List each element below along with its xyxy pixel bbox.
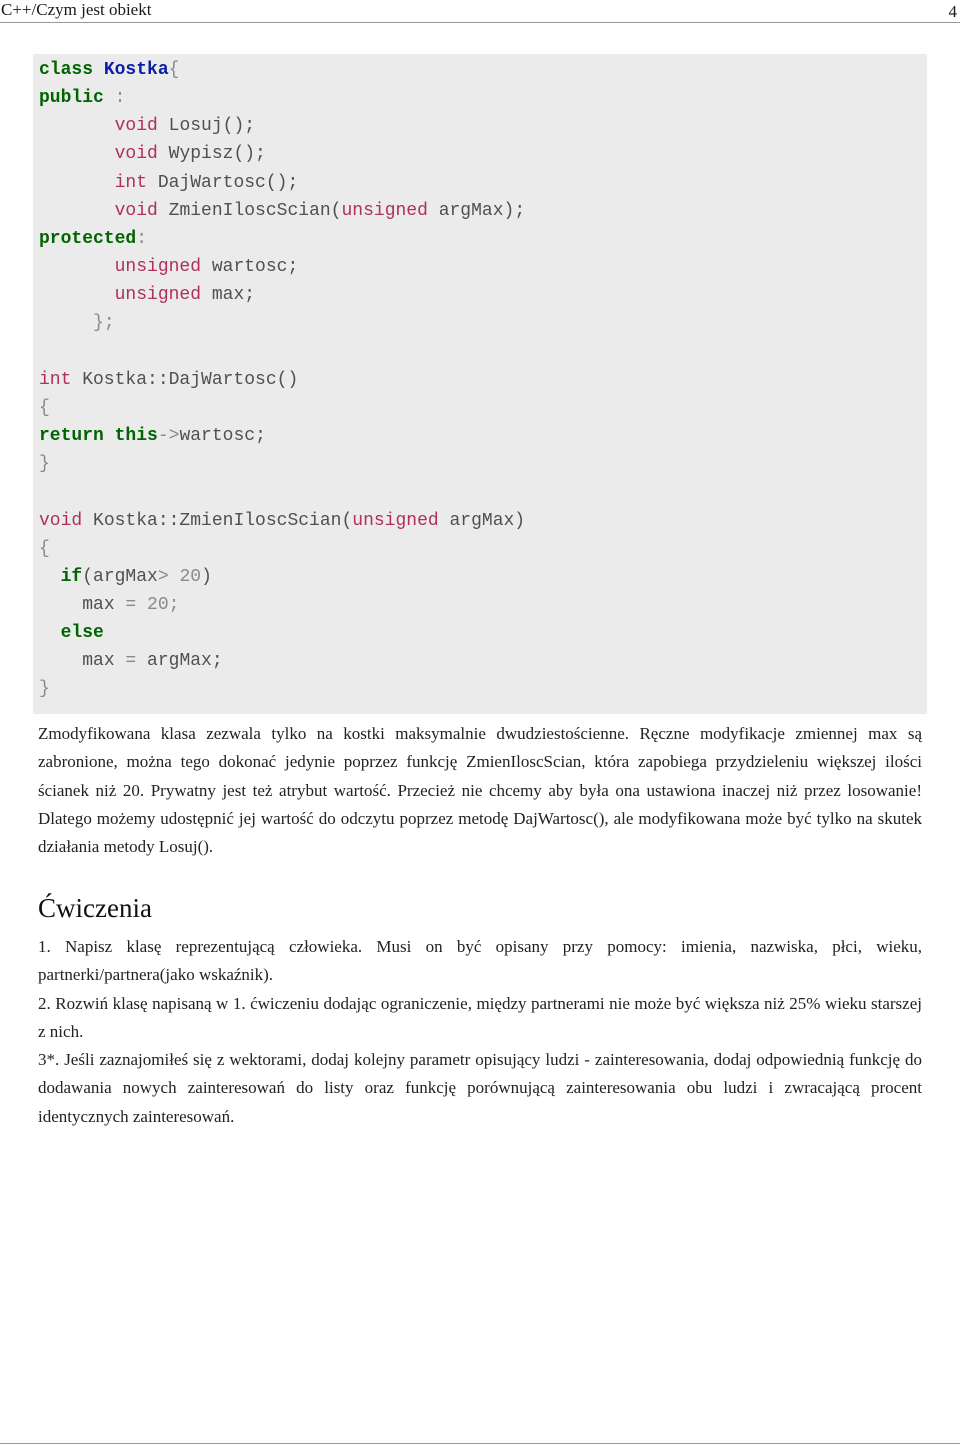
code-line: void Wypisz(); xyxy=(114,144,266,164)
code-line: void Kostka::ZmienIloscScian(unsigned argMax) xyxy=(39,511,526,531)
paragraph-text: Zmodyfikowana klasa zezwala tylko na kostki maksymalnie dwudziestościenne. Ręczne modyfikacje zmiennej max są zabronione, można tego dokonać jedynie poprzez funkcję ZmienIloscScian, która zapobiega przydzieleniu większej ilości ścianek niż 20. Prywatny jest też atrybut wartość. Przecież nie chcemy aby była ona ustawiona inaczej niż przez losowanie! Dlatego możemy udostępnić jej wartość do odczytu poprzez metodę DajWartosc(), ale modyfikowana może być tylko na skutek działania metody Losuj(). xyxy=(38,724,922,857)
code-line: unsigned wartosc; xyxy=(114,257,299,277)
code-line: protected: xyxy=(39,229,148,249)
code-line: unsigned max; xyxy=(114,285,256,305)
code-line: int Kostka::DajWartosc() xyxy=(39,370,299,390)
code-line: max = argMax; xyxy=(82,651,223,671)
code-line: } xyxy=(39,454,50,474)
exercise-item: 3*. Jeśli zaznajomiłeś się z wektorami, dodaj kolejny parametr opisujący ludzi - zainteresowania, dodaj odpowiednią funkcję do dodawania nowych zainteresowań do listy oraz funkcję porównującą zainteresowania obu ludzi i zwracającą procent identycznych zainteresowań. xyxy=(38,1050,922,1126)
exercise-item: 2. Rozwiń klasę napisaną w 1. ćwiczeniu dodając ograniczenie, między partnerami nie może być większa niż 25% wieku starszej z nich. xyxy=(38,993,922,1041)
code-line: if(argMax> 20) xyxy=(60,567,212,587)
code-block xyxy=(33,54,927,714)
page-header xyxy=(0,0,960,23)
code-line: void ZmienIloscScian(unsigned argMax); xyxy=(114,201,526,221)
code-line: }; xyxy=(93,313,115,333)
code-line: max = 20; xyxy=(82,595,180,615)
explanation-paragraph xyxy=(38,720,922,861)
document-title: C++/Czym jest obiekt xyxy=(1,0,152,19)
code-line: void Losuj(); xyxy=(114,116,256,136)
section-heading: Ćwiczenia xyxy=(38,893,152,923)
page-number: 4 xyxy=(948,2,957,21)
code-line: int DajWartosc(); xyxy=(114,173,299,193)
code-line: return this->wartosc; xyxy=(39,426,266,446)
footer-divider xyxy=(0,1443,960,1444)
code-line: else xyxy=(60,623,104,643)
exercise-list xyxy=(38,933,922,1131)
code-line: class Kostka{ xyxy=(39,60,180,80)
exercise-item: 1. Napisz klasę reprezentującą człowieka. Musi on być opisany przy pomocy: imienia, nazwiska, płci, wieku, partnerki/partnera(jako wskaźnik). xyxy=(38,937,922,985)
code-line: } xyxy=(39,679,50,699)
code-line: { xyxy=(39,539,50,559)
code-line: public : xyxy=(39,88,126,108)
code-line: { xyxy=(39,398,50,418)
